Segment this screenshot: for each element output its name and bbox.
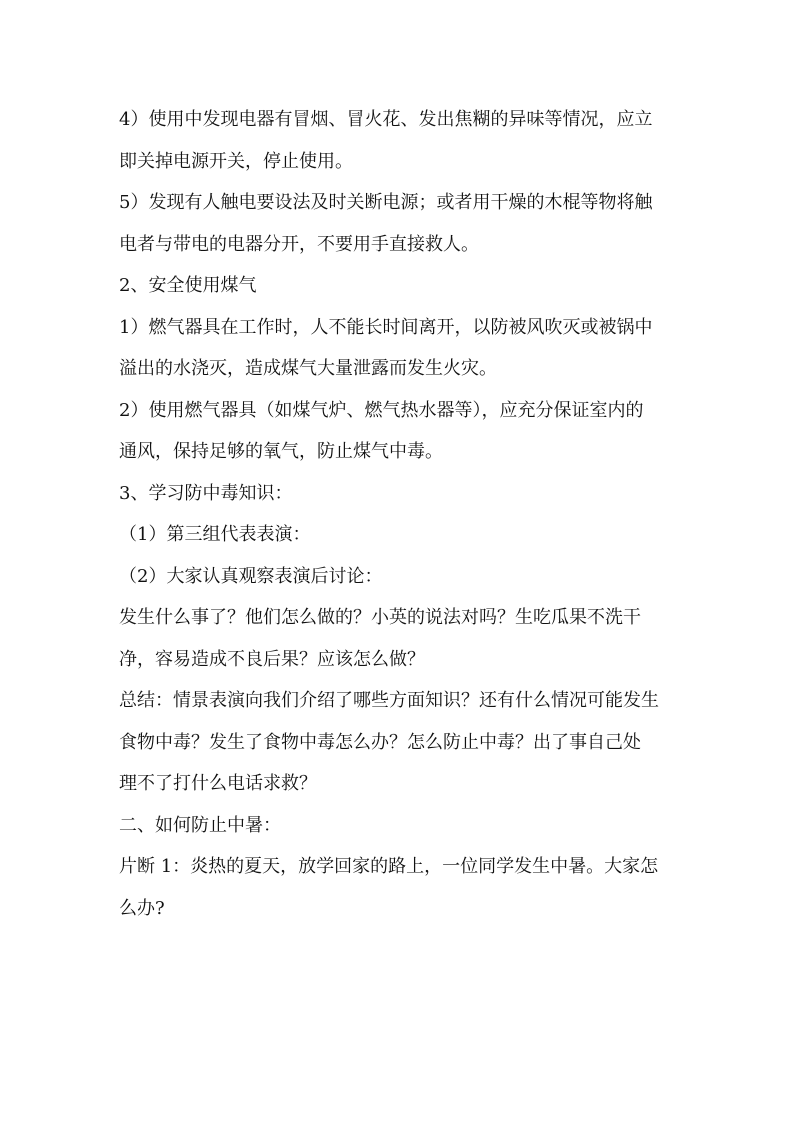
document-body: [119, 99, 679, 929]
paragraph: [119, 473, 679, 515]
text-line: 片断 1：炎热的夏天，放学回家的路上，一位同学发生中暑。大家怎: [119, 856, 659, 877]
text-line: （1）第三组代表表演：: [119, 524, 311, 545]
paragraph: [119, 307, 679, 390]
text-line: 1）燃气器具在工作时，人不能长时间离开，以防被风吹灭或被锅中: [119, 316, 653, 338]
text-line: 溢出的水浇灭，造成煤气大量泄露而发生火灾。: [119, 358, 497, 379]
paragraph: [119, 265, 679, 307]
text-line: 总结：情景表演向我们介绍了哪些方面知识？还有什么情况可能发生: [119, 690, 659, 711]
text-line: 食物中毒？发生了食物中毒怎么办？怎么防止中毒？出了事自己处: [119, 731, 641, 753]
text-line: 即关掉电源开关，停止使用。: [119, 150, 353, 172]
paragraph: [119, 514, 679, 556]
text-line: 通风，保持足够的氧气，防止煤气中毒。: [119, 441, 443, 462]
text-line: 电者与带电的电器分开，不要用手直接救人。: [119, 233, 479, 255]
paragraph: [119, 846, 679, 929]
text-line: 4）使用中发现电器有冒烟、冒火花、发出焦糊的异味等情况，应立: [119, 109, 653, 130]
paragraph: [119, 805, 679, 847]
text-line: 二、如何防止中暑：: [119, 814, 281, 836]
text-line: 3、学习防中毒知识：: [119, 482, 293, 504]
paragraph: [119, 390, 679, 473]
text-line: （2）大家认真观察表演后讨论：: [119, 565, 383, 587]
text-line: 5）发现有人触电要设法及时关断电源；或者用干燥的木棍等物将触: [119, 192, 653, 213]
text-line: 2）使用燃气器具（如煤气炉、燃气热水器等），应充分保证室内的: [119, 399, 644, 421]
text-line: 2、安全使用煤气: [119, 275, 257, 296]
text-line: 净，容易造成不良后果？应该怎么做？: [119, 648, 425, 670]
paragraph: [119, 556, 679, 598]
text-line: 么办?: [119, 897, 165, 919]
paragraph: [119, 182, 679, 265]
paragraph: [119, 597, 679, 680]
paragraph: [119, 680, 679, 805]
text-line: 理不了打什么电话求救？: [119, 773, 317, 794]
text-line: 发生什么事了？他们怎么做的？小英的说法对吗？生吃瓜果不洗干: [119, 607, 641, 628]
paragraph: [119, 99, 679, 182]
